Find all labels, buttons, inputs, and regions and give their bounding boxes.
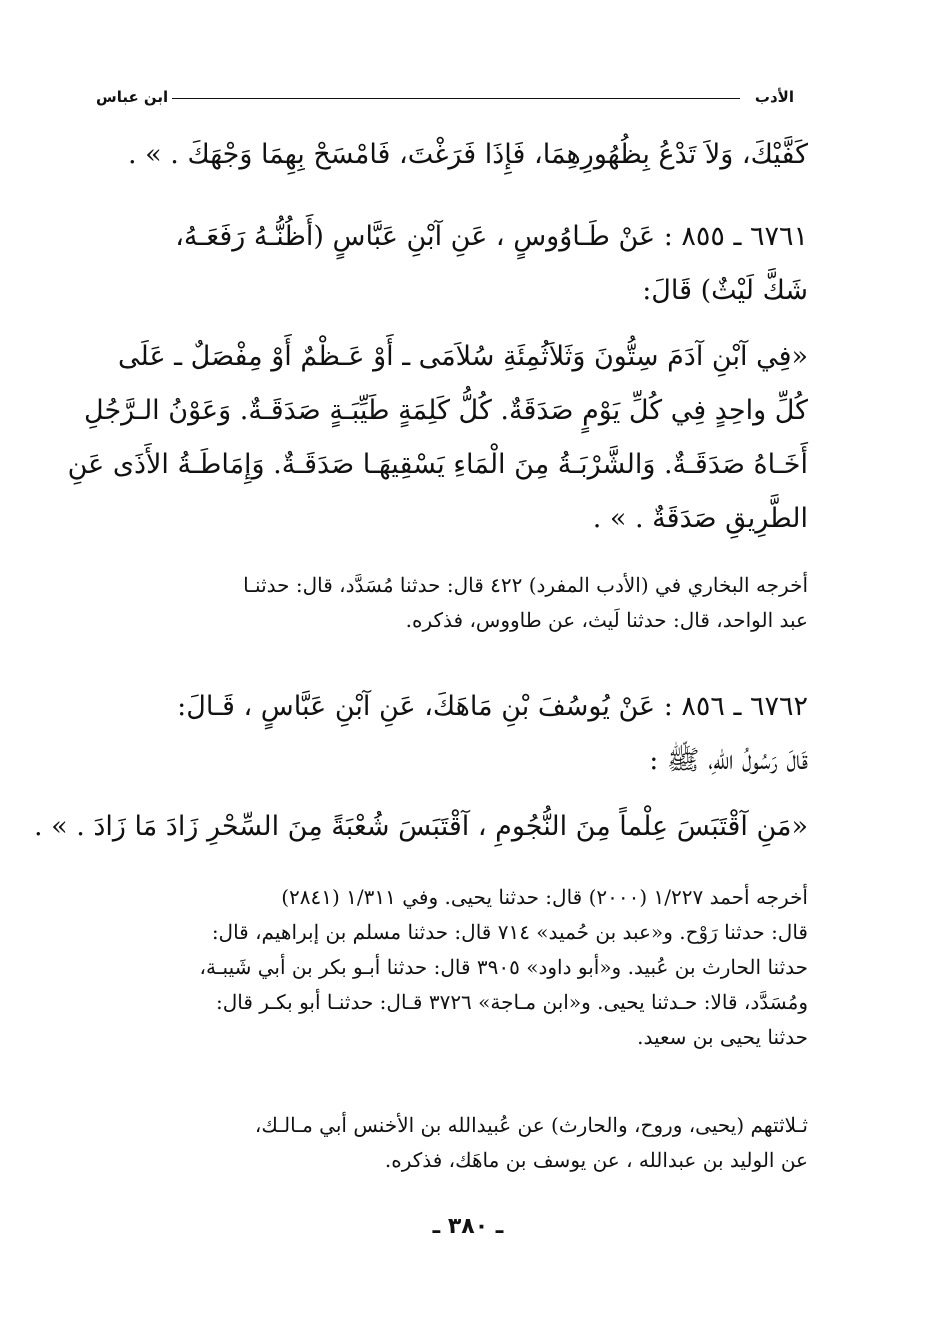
text-line: حدثنا يحيى بن سعيد.: [637, 1025, 808, 1049]
text-line: أخرجه أحمد ١/٢٢٧ (٢٠٠٠) قال: حدثنا يحيى. وفي ١/٣١١ (٢٨٤١): [281, 885, 808, 909]
takhrij-856-sources: [100, 880, 808, 1055]
header-section-title: الأدب: [751, 88, 798, 106]
text-line: أَخَـاهُ صَدَقَـةٌ. وَالشَّرْبَـةُ مِنَ الْمَاءِ يَسْقِيهَـا صَدَقَـةٌ. وَإِمَاطَـةُ الأَذَى عَنِ: [67, 449, 808, 480]
text-line: الطَّرِيقِ صَدَقَةٌ . » .: [592, 503, 808, 534]
header-rule: [162, 98, 740, 99]
text-line: قال: حدثنا رَوْح. و«عبد بن حُميد» ٧١٤ قال: حدثنا مسلم بن إبراهيم، قال:: [211, 920, 808, 944]
text-line: كُلِّ واحِدٍ فِي كُلِّ يَوْمٍ صَدَقَةٌ. كُلُّ كَلِمَةٍ طَيِّبَـةٍ صَدَقَـةٌ. وَعَوْنُ الـرَّجُلِ: [84, 395, 808, 426]
takhrij-855: [100, 568, 808, 638]
hadith-856-text: [33, 800, 808, 854]
text-line: حدثنا الحارث بن عُبيد. و«أبو داود» ٣٩٠٥ قال: حدثنا أبـو بكر بن أبي شَيبـة،: [199, 955, 808, 979]
continuation-text: [100, 128, 808, 182]
text-line: قَالَ رَسُولُ اللّهِ، ﷺ :: [649, 745, 808, 776]
text-line: ومُسَدَّد، قالا: حـدثنا يحيى. و«ابن مـاجة» ٣٧٢٦ قـال: حدثنـا أبو بكـر قال:: [215, 990, 808, 1014]
text-line: «فِي آبْنِ آدَمَ سِتُّونَ وَثَلاَثُمِئَةِ سُلاَمَى ـ أَوْ عَـظْمٌ أَوْ مِفْصَلٌ ـ عَلَى: [118, 341, 808, 372]
text-line: كَفَّيْكَ، وَلاَ تَدْعُ بِظُهُورِهِمَا، فَإِذَا فَرَغْتَ، فَامْسَحْ بِهِمَا وَجْهَكَ . » .: [128, 139, 808, 170]
text-line: أخرجه البخاري في (الأدب المفرد) ٤٢٢ قال: حدثنا مُسَدَّد، قال: حدثنـا: [243, 573, 808, 597]
text-line: ثـلاثتهم (يحيى، وروح، والحارث) عن عُبيدالله بن الأخنس أبي مـالـك،: [254, 1113, 808, 1137]
hadith-855-intro: [100, 210, 808, 318]
text-line: عبد الواحد، قال: حدثنا لَيث، عن طاووس، فذكره.: [405, 608, 808, 632]
text-line: ٦٧٦١ ـ ٨٥٥ : عَنْ طَـاوُوسٍ ، عَنِ آبْنِ عَبَّاسٍ (أَظُنُّـهُ رَفَعَـهُ،: [175, 221, 808, 252]
text-line: ٦٧٦٢ ـ ٨٥٦ : عَنْ يُوسُفَ بْنِ مَاهَكَ، عَنِ آبْنِ عَبَّاسٍ ، قَـالَ:: [177, 691, 808, 722]
header-narrator-title: ابن عباس: [92, 88, 172, 106]
text-line: شَكَّ لَيْثٌ) قَالَ:: [642, 275, 808, 306]
text-line: عن الوليد بن عبدالله ، عن يوسف بن ماهَك، فذكره.: [384, 1148, 808, 1172]
hadith-855-text: [67, 330, 808, 546]
text-line: «مَنِ آقْتَبَسَ عِلْماً مِنَ النُّجُومِ ، آقْتَبَسَ شُعْبَةً مِنَ السِّحْرِ زَادَ مَا زَادَ . » .: [33, 811, 808, 842]
hadith-856-intro: [100, 680, 808, 788]
running-header: [92, 84, 798, 110]
page-number: ـ ٣٨٠ ـ: [432, 1214, 504, 1239]
takhrij-856-chain: [100, 1108, 808, 1178]
